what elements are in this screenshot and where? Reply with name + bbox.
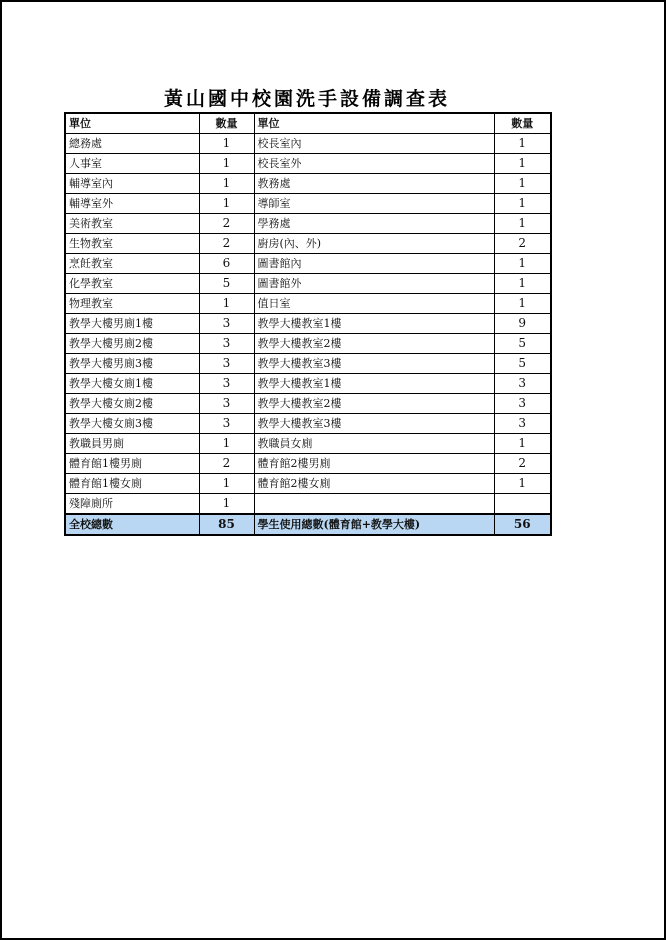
unit-left: 生物教室 — [65, 234, 199, 254]
qty-left: 2 — [199, 454, 254, 474]
qty-right: 1 — [494, 434, 551, 454]
qty-right: 1 — [494, 294, 551, 314]
qty-right: 1 — [494, 274, 551, 294]
unit-right: 教職員女廁 — [254, 434, 494, 454]
total-value-right: 56 — [494, 514, 551, 535]
table-row — [65, 214, 551, 234]
qty-right: 1 — [494, 154, 551, 174]
unit-left: 輔導室外 — [65, 194, 199, 214]
total-value-left: 85 — [199, 514, 254, 535]
table-row — [65, 374, 551, 394]
qty-left: 3 — [199, 414, 254, 434]
table-row — [65, 154, 551, 174]
qty-left: 1 — [199, 494, 254, 515]
qty-right: 2 — [494, 234, 551, 254]
table-row — [65, 174, 551, 194]
table-row — [65, 454, 551, 474]
unit-left: 輔導室內 — [65, 174, 199, 194]
header-unit-right: 單位 — [254, 113, 494, 134]
qty-right: 1 — [494, 134, 551, 154]
qty-left: 1 — [199, 194, 254, 214]
table-row — [65, 494, 551, 515]
table-row — [65, 234, 551, 254]
unit-right: 導師室 — [254, 194, 494, 214]
header-qty-left: 數量 — [199, 113, 254, 134]
table-row — [65, 414, 551, 434]
table-row — [65, 354, 551, 374]
unit-left: 體育館1樓男廁 — [65, 454, 199, 474]
unit-right: 學務處 — [254, 214, 494, 234]
unit-left: 教學大樓女廁1樓 — [65, 374, 199, 394]
qty-left: 1 — [199, 474, 254, 494]
unit-right — [254, 494, 494, 515]
qty-left: 1 — [199, 434, 254, 454]
qty-right: 5 — [494, 354, 551, 374]
header-unit-left: 單位 — [65, 113, 199, 134]
qty-right: 3 — [494, 374, 551, 394]
qty-left: 3 — [199, 314, 254, 334]
qty-right: 5 — [494, 334, 551, 354]
unit-left: 教學大樓女廁3樓 — [65, 414, 199, 434]
qty-left: 2 — [199, 234, 254, 254]
unit-right: 校長室內 — [254, 134, 494, 154]
qty-right: 9 — [494, 314, 551, 334]
unit-left: 總務處 — [65, 134, 199, 154]
qty-right — [494, 494, 551, 515]
unit-left: 烹飪教室 — [65, 254, 199, 274]
qty-right: 1 — [494, 194, 551, 214]
unit-right: 教務處 — [254, 174, 494, 194]
total-row — [65, 514, 551, 535]
qty-right: 1 — [494, 214, 551, 234]
qty-left: 1 — [199, 154, 254, 174]
header-row — [65, 113, 551, 134]
table-row — [65, 434, 551, 454]
unit-right: 體育館2樓男廁 — [254, 454, 494, 474]
unit-right: 教學大樓教室3樓 — [254, 414, 494, 434]
table-row — [65, 274, 551, 294]
total-label-right: 學生使用總數(體育館+教學大樓) — [254, 514, 494, 535]
table-body — [65, 134, 551, 536]
table-row — [65, 134, 551, 154]
unit-left: 教學大樓男廁1樓 — [65, 314, 199, 334]
qty-left: 1 — [199, 134, 254, 154]
unit-left: 教學大樓男廁3樓 — [65, 354, 199, 374]
qty-right: 1 — [494, 254, 551, 274]
unit-left: 美術教室 — [65, 214, 199, 234]
qty-right: 3 — [494, 414, 551, 434]
qty-left: 3 — [199, 394, 254, 414]
unit-right: 廚房(內、外) — [254, 234, 494, 254]
qty-left: 3 — [199, 374, 254, 394]
qty-left: 1 — [199, 174, 254, 194]
unit-right: 校長室外 — [254, 154, 494, 174]
qty-left: 6 — [199, 254, 254, 274]
unit-left: 教學大樓男廁2樓 — [65, 334, 199, 354]
unit-right: 體育館2樓女廁 — [254, 474, 494, 494]
table-row — [65, 334, 551, 354]
table-row — [65, 474, 551, 494]
table-row — [65, 314, 551, 334]
document-title: 黃山國中校園洗手設備調查表 — [163, 88, 450, 110]
unit-right: 圖書館外 — [254, 274, 494, 294]
unit-left: 殘障廁所 — [65, 494, 199, 515]
unit-left: 物理教室 — [65, 294, 199, 314]
unit-left: 體育館1樓女廁 — [65, 474, 199, 494]
table-row — [65, 294, 551, 314]
qty-right: 1 — [494, 174, 551, 194]
unit-right: 圖書館內 — [254, 254, 494, 274]
unit-left: 化學教室 — [65, 274, 199, 294]
table-row — [65, 194, 551, 214]
unit-right: 值日室 — [254, 294, 494, 314]
unit-right: 教學大樓教室2樓 — [254, 394, 494, 414]
survey-table — [64, 112, 552, 536]
qty-right: 3 — [494, 394, 551, 414]
unit-right: 教學大樓教室3樓 — [254, 354, 494, 374]
qty-left: 5 — [199, 274, 254, 294]
total-label-left: 全校總數 — [65, 514, 199, 535]
qty-left: 3 — [199, 354, 254, 374]
qty-right: 1 — [494, 474, 551, 494]
unit-right: 教學大樓教室2樓 — [254, 334, 494, 354]
unit-right: 教學大樓教室1樓 — [254, 374, 494, 394]
table-row — [65, 394, 551, 414]
qty-right: 2 — [494, 454, 551, 474]
unit-left: 教職員男廁 — [65, 434, 199, 454]
unit-left: 人事室 — [65, 154, 199, 174]
unit-left: 教學大樓女廁2樓 — [65, 394, 199, 414]
unit-right: 教學大樓教室1樓 — [254, 314, 494, 334]
qty-left: 2 — [199, 214, 254, 234]
qty-left: 3 — [199, 334, 254, 354]
qty-left: 1 — [199, 294, 254, 314]
header-qty-right: 數量 — [494, 113, 551, 134]
table-row — [65, 254, 551, 274]
